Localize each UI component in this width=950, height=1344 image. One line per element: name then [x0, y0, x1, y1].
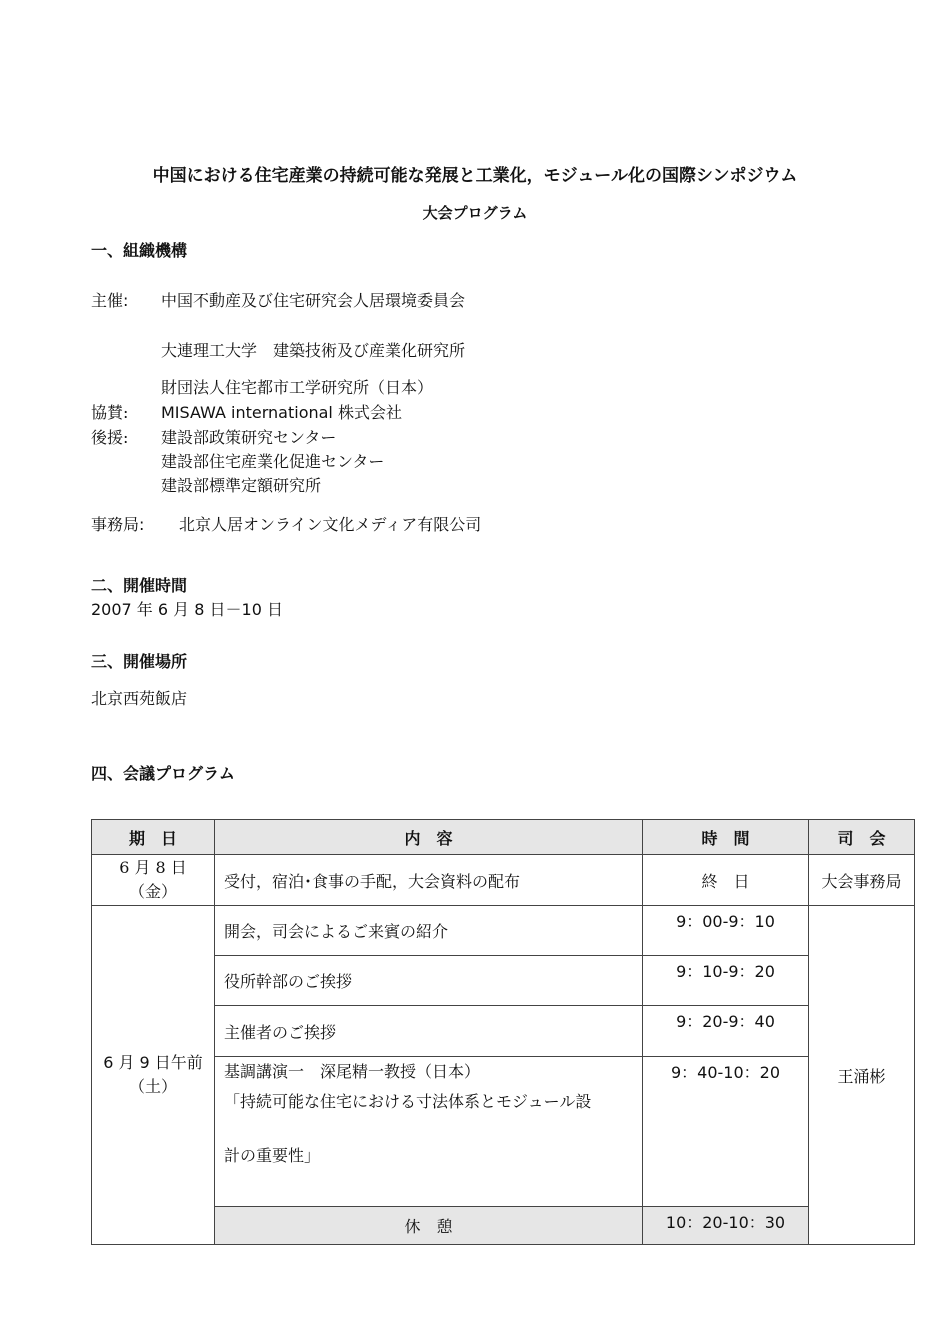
header-host: 司 会 — [809, 820, 915, 855]
section-venue-heading: 三、開催場所 — [91, 652, 188, 671]
row3-content: 主催者のご挨拶 — [215, 1006, 643, 1057]
row2-time: 9：10-9：20 — [643, 956, 809, 1006]
cosponsor-latin: MISAWA international — [161, 403, 333, 422]
supporter-2: 建設部住宅産業化促進センター — [161, 452, 385, 471]
section-program-heading: 四、会議プログラム — [91, 764, 235, 783]
day2-dow: （土） — [128, 1077, 177, 1096]
supporter-1: 建設部政策研究センター — [161, 428, 337, 447]
row4-content-line2: 「持続可能な住宅における寸法体系とモジュール設 — [224, 1092, 592, 1111]
row4-time: 9：40-10：20 — [643, 1057, 809, 1207]
day2-date-cell — [92, 906, 215, 1245]
header-time: 時 間 — [643, 820, 809, 855]
row4-content-line3: 計の重要性」 — [224, 1146, 321, 1165]
cosponsor-jp: 株式会社 — [332, 403, 402, 422]
table-row — [92, 1057, 915, 1207]
day2-date: 6 月 9 日午前 — [103, 1053, 203, 1072]
organizer-1: 中国不動産及び住宅研究会人居環境委員会 — [161, 291, 466, 310]
row4-content — [215, 1057, 643, 1207]
section-organization-heading: 一、組織機構 — [91, 241, 188, 260]
break-content: 休 憩 — [215, 1207, 643, 1245]
day1-dow: （金） — [128, 882, 177, 901]
day1-content: 受付，宿泊･食事の手配，大会資料の配布 — [215, 855, 643, 906]
day1-host: 大会事務局 — [809, 855, 915, 906]
table-row — [92, 1207, 915, 1245]
event-date: 2007 年 6 月 8 日－10 日 — [91, 600, 283, 619]
organizer-2: 大連理工大学 建築技術及び産業化研究所 — [161, 341, 466, 360]
document-title: 中国における住宅産業の持続可能な発展と工業化，モジュール化の国際シンポジウム — [152, 166, 798, 186]
table-header-row — [92, 820, 915, 855]
day1-date: 6 月 8 日 — [119, 858, 187, 877]
day1-time: 終 日 — [643, 855, 809, 906]
header-date: 期 日 — [92, 820, 215, 855]
organizer-label: 主催: — [91, 291, 129, 310]
cosponsor-label: 協賛: — [91, 403, 129, 422]
day2-host: 王涌彬 — [809, 906, 915, 1245]
day1-date-cell — [92, 855, 215, 906]
program-table — [91, 819, 915, 1245]
table-row — [92, 855, 915, 906]
office-label: 事務局: — [91, 515, 145, 534]
office-name: 北京人居オンライン文化メディア有限公司 — [179, 515, 482, 534]
organizer-3: 財団法人住宅都市工学研究所（日本） — [161, 378, 434, 397]
document-subtitle: 大会プログラム — [422, 204, 528, 222]
row3-time: 9：20-9：40 — [643, 1006, 809, 1057]
row1-time: 9：00-9：10 — [643, 906, 809, 956]
break-time: 10：20-10：30 — [643, 1207, 809, 1245]
supporter-3: 建設部標準定額研究所 — [161, 476, 322, 495]
section-date-heading: 二、開催時間 — [91, 576, 188, 595]
event-venue: 北京西苑飯店 — [91, 689, 188, 708]
cosponsor — [161, 400, 402, 423]
support-label: 後援: — [91, 428, 129, 447]
table-row — [92, 956, 915, 1006]
row4-content-line1: 基調講演一 深尾精一教授（日本） — [224, 1062, 481, 1081]
row1-content: 開会，司会によるご来賓の紹介 — [215, 906, 643, 956]
header-content: 内 容 — [215, 820, 643, 855]
table-row — [92, 1006, 915, 1057]
row2-content: 役所幹部のご挨拶 — [215, 956, 643, 1006]
table-row — [92, 906, 915, 956]
